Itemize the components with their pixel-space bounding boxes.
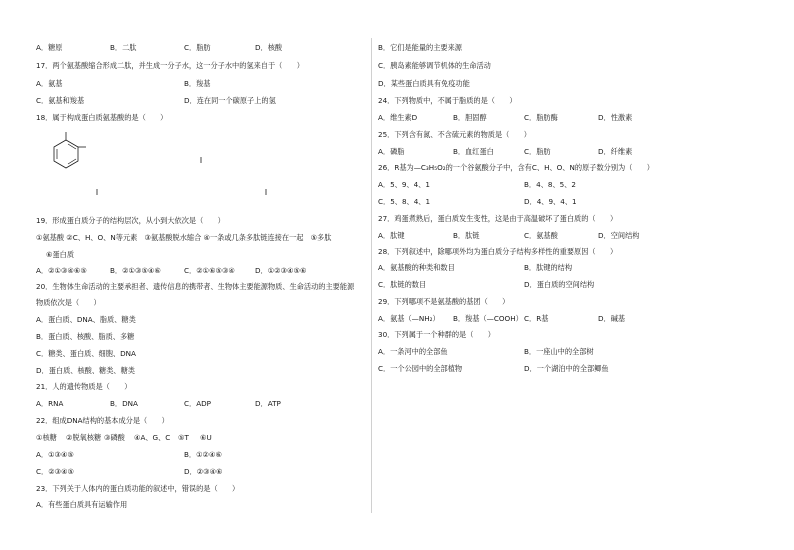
text-segment: 20．生物体生命活动的主要承担者、遗传信息的携带者、生物体主要能源物质、生命活动的主要能源 — [36, 282, 355, 291]
text-segment: B．肽链 — [453, 231, 480, 240]
text-segment: 18．属于构成蛋白质氨基酸的是（ ） — [36, 113, 168, 122]
text-segment: A．有些蛋白质具有运输作用 — [36, 500, 128, 509]
text-segment: B．①②④⑥ — [184, 450, 222, 459]
text-segment: C．氨基和羧基 — [36, 96, 85, 105]
text-segment: A．RNA — [36, 399, 64, 408]
text-segment: ⑥蛋白质 — [46, 250, 75, 259]
text-segment: A．糖原 — [36, 43, 63, 52]
text-segment: C．R基 — [524, 314, 549, 323]
text-segment: 22．组成DNA结构的基本成分是（ ） — [36, 416, 169, 425]
text-segment: A．蛋白质、DNA、脂质、糖类 — [36, 315, 136, 324]
text-segment: D．蛋白质的空间结构 — [524, 280, 595, 289]
text-segment: ⑤T — [178, 433, 189, 442]
text-segment: 23．下列关于人体内的蛋白质功能的叙述中，错误的是（ ） — [36, 484, 240, 493]
text-segment: ③磷酸 — [104, 433, 125, 442]
text-segment: ②脱氧核糖 — [66, 433, 102, 442]
column-divider — [371, 38, 372, 513]
text-segment: D．蛋白质、核酸、糖类、糖类 — [36, 366, 135, 375]
text-segment: 25．下列含有氮、不含硫元素的物质是（ ） — [378, 130, 531, 139]
text-segment: C．糖类、蛋白质、细胞、DNA — [36, 349, 136, 358]
structure-a — [54, 132, 86, 168]
text-segment: A．5、9、4、1 — [378, 180, 430, 189]
text-segment: A．氨基酸的种类和数目 — [378, 263, 455, 272]
text-segment: D．碱基 — [598, 314, 626, 323]
text-segment: A．维生素D — [378, 113, 418, 122]
text-segment: ①氨基酸 ②C、H、O、N等元素 ③氨基酸脱水缩合 ④一条或几条多肽链连接在一起 ⑤多肽 — [36, 233, 332, 242]
text-segment: ⑥U — [200, 433, 212, 442]
text-segment: B．羧基（—COOH） — [453, 314, 523, 323]
text-segment: B．羧基 — [184, 79, 211, 88]
text-segment: 21．人的遗传物质是（ ） — [36, 382, 132, 391]
text-segment: C．脂肪 — [184, 43, 211, 52]
text-segment: 17．两个氨基酸缩合形成二肽，并生成一分子水，这一分子水中的氢来自于（ ） — [36, 61, 304, 70]
text-segment: B．②①③⑤④⑥ — [110, 266, 161, 275]
text-segment: 29．下列哪项不是氨基酸的基团（ ） — [378, 297, 510, 306]
text-segment: C．氨基酸 — [524, 231, 558, 240]
text-segment: D．纤维素 — [598, 147, 633, 156]
text-segment: A．氨基（—NH₂） — [378, 314, 440, 323]
text-segment: B．它们是能量的主要来源 — [378, 43, 462, 52]
text-segment: B．DNA — [110, 399, 138, 408]
text-segment: D．ATP — [255, 399, 281, 408]
text-segment: A．氨基 — [36, 79, 63, 88]
text-segment: ①核糖 — [36, 433, 57, 442]
text-segment: D．核酸 — [255, 43, 283, 52]
text-segment: D．①②③④⑤⑥ — [255, 266, 307, 275]
text-segment: D．②③④⑥ — [184, 467, 223, 476]
text-segment: B．蛋白质、核酸、脂质、多糖 — [36, 332, 135, 341]
text-segment: ④A、G、C — [134, 433, 171, 442]
text-segment: C．脂肪 — [524, 147, 551, 156]
text-segment: A．磷脂 — [378, 147, 405, 156]
text-segment: B．血红蛋白 — [453, 147, 494, 156]
text-segment: A．②①③④⑥⑤ — [36, 266, 87, 275]
text-segment: 28．下列叙述中，除哪项外均为蛋白质分子结构多样性的重要原因（ ） — [378, 247, 618, 256]
text-segment: A．肽键 — [378, 231, 405, 240]
text-segment: C．5、8、4、1 — [378, 197, 431, 206]
text-segment: D．空间结构 — [598, 231, 640, 240]
text-segment: C．胰岛素能够调节机体的生命活动 — [378, 61, 491, 70]
text-segment: 物质依次是（ ） — [36, 298, 101, 307]
text-segment: D．连在同一个碳原子上的氢 — [184, 96, 276, 105]
text-segment: 30．下列属于一个种群的是（ ） — [378, 330, 495, 339]
text-segment: 24．下列物质中，不属于脂质的是（ ） — [378, 96, 517, 105]
text-segment: D．某些蛋白质具有免疫功能 — [378, 79, 470, 88]
text-segment: B．二肽 — [110, 43, 137, 52]
text-segment: B．一座山中的全部树 — [524, 347, 594, 356]
text-segment: C．②③④⑤ — [36, 467, 74, 476]
text-segment: C．一个公园中的全部植物 — [378, 364, 463, 373]
q18-structures — [0, 118, 372, 218]
text-segment: B．胆固醇 — [453, 113, 487, 122]
text-segment: B．肽键的结构 — [524, 263, 573, 272]
text-segment: 26．R基为—C₃H₅O₂的一个谷氨酸分子中，含有C、H、O、N的原子数分别为（ ） — [378, 163, 654, 172]
text-segment: 19．形成蛋白质分子的结构层次，从小到大依次是（ ） — [36, 216, 225, 225]
text-segment: C．ADP — [184, 399, 211, 408]
text-segment: C．肽链的数目 — [378, 280, 427, 289]
text-segment: B．4、8、5、2 — [524, 180, 576, 189]
text-segment: C．②①⑥⑤③④ — [184, 266, 235, 275]
text-segment: C．脂肪酶 — [524, 113, 558, 122]
text-segment: D．性激素 — [598, 113, 633, 122]
text-segment: D．一个湖泊中的全部鲫鱼 — [524, 364, 609, 373]
text-segment: A．①③④⑤ — [36, 450, 74, 459]
text-segment: A．一条河中的全部鱼 — [378, 347, 448, 356]
text-segment: D．4、9、4、1 — [524, 197, 577, 206]
text-segment: 27．鸡蛋煮熟后，蛋白质发生变性，这是由于高温破坏了蛋白质的（ ） — [378, 214, 618, 223]
